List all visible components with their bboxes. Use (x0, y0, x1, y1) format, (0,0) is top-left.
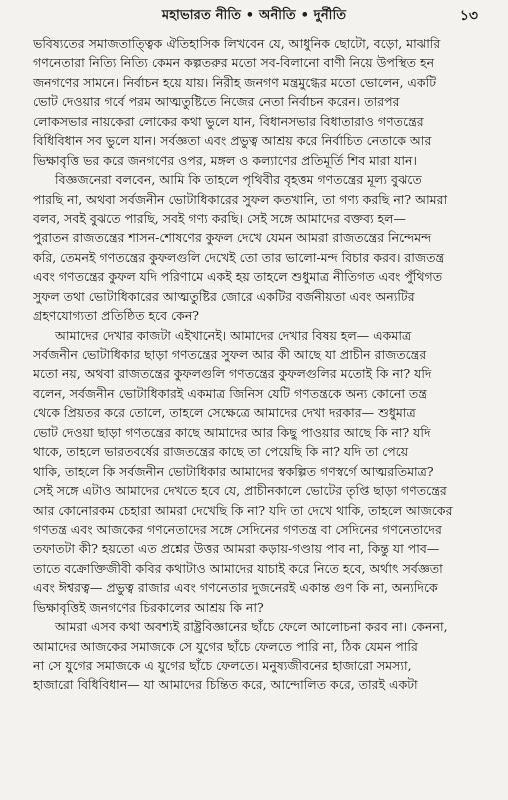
text-line: এবং ঈশ্বরত্ব— প্রভুত্ব রাজার এবং গণনেতার দুজনেরই একান্ত গুণ কি না, অন্যদিকে (33, 580, 438, 596)
text-line: আমাদের দেখার কাজটা এইখানেই। আমাদের দেখার বিষয় হল— একমাত্র (55, 327, 412, 343)
text-line: ভোট দেওয়া ছাড়া গণতন্ত্রের কাছে আমাদের আর কিছু পাওয়ার আছে কি না? যদি (33, 424, 431, 440)
text-line: সর্বজনীন ভোটাধিকার ছাড়া গণতন্ত্রের সুফল আর কী আছে যা প্রাচীন রাজতন্ত্রের (33, 347, 427, 362)
text-line: জনগণের সামনে। নির্বাচন হয়ে যায়। নিরীহ জনগণ মন্ত্রমুগ্ধের মতো ভোলেন, একটি (33, 74, 437, 90)
text-line: মতো নয়, অথবা রাজতন্ত্রের কুফলগুলি গণতন্ত্রের কুফলগুলির মতোই কি না? যদি (33, 366, 432, 382)
text-line: গ্রহণযোগ্যতা প্রতিষ্ঠিত হবে কেন? (33, 308, 199, 324)
text-line: থাকি, তাহলে কি সর্বজনীন ভোটাধিকার আমাদের স্বকল্পিত গণস্বর্গে আত্মরতিমাত্র? (33, 463, 434, 479)
text-line: ভোট দেওয়ার গর্বে পরম আত্মতুষ্টিতে নিজের নেতা নির্বাচন করেন। তারপর (33, 94, 400, 110)
text-line: বিজ্ঞজনেরা বলবেন, আমি কি তাহলে পৃথিবীর বৃহত্তম গণতন্ত্রের মূল্য বুঝতে (55, 172, 422, 188)
text-line: পারছি না, অথবা সর্বজনীন ভোটাধিকারের সুফল কতখানি, তা গণ্য করছি না? আমরা (33, 191, 448, 207)
text-line: আমরা এসব কথা অবশ্যই রাষ্ট্রবিজ্ঞানের ছাঁচে ফেলে আলোচনা করব না। কেননা, (55, 619, 448, 635)
text-line: হাজারো বিধিবিধান— যা আমাদের চিন্তিত করে, আন্দোলিত করে, তারই একটা (33, 677, 418, 693)
page-header (0, 6, 508, 30)
text-line: করি, তেমনই গণতন্ত্রের কুফলগুলি দেখেই তো তার ভালো-মন্দ বিচার করব। রাজতন্ত্র (33, 249, 445, 265)
text-line: সেই সঙ্গে এটাও আমাদের দেখতে হবে যে, প্রাচীনকালে ভোটের তৃপ্তি ছাড়া গণতন্ত্রের (33, 483, 447, 499)
text-line: তফাতটা কী? হয়তো এত প্রশ্নের উত্তর আমরা কড়ায়-গণ্ডায় পাব না, কিন্তু যা পাব— (33, 541, 440, 557)
paragraph (33, 34, 479, 170)
text-line: ভিক্ষাবৃত্তিই জনগণের চিরকালের আশ্রয় কি না? (33, 599, 264, 615)
text-line: গণনেতারা নিত্যি নিত্যি কেমন কল্পতরুর মতো সব-বিলানো বাণী নিয়ে উপস্থিত হন (33, 55, 435, 71)
text-line: লোকসভার নায়কেরা লোকের কথা ভুলে যান, বিধানসভার বিধাতারাও গণতন্ত্রের (33, 113, 424, 129)
paragraph (33, 170, 479, 326)
running-head: মহাভারত নীতি • অনীতি • দুর্নীতি (161, 8, 347, 23)
text-line: গণতন্ত্র এবং আজকের গণনেতাদের সঙ্গে সেদিনের গণতন্ত্র বা সেদিনের গণনেতাদের (33, 521, 442, 537)
text-line: না সে যুগের সমাজকে এ যুগের ছাঁচে ফেলতে। মনুষ্যজীবনের হাজারো সমস্যা, (33, 658, 412, 673)
text-line: বলব, সবই বুঝতে পারছি, সবই গণ্য করছি। সেই সঙ্গে আমাদের বক্তব্য হল— (33, 210, 406, 226)
text-line: থেকে প্রিয়তর করে তোলে, তাহলে সেক্ষেত্রে আমাদের দেখা দরকার— শুধুমাত্র (33, 405, 416, 421)
text-line: আমাদের আজকের সমাজকে সে যুগের ছাঁচে ফেলতে পারি না, ঠিক যেমন পারি (33, 638, 418, 654)
page-body (33, 34, 479, 695)
text-line: ভবিষ্যতের সমাজতাত্ত্বিক ঐতিহাসিক লিখবেন যে, আধুনিক ছোটো, বড়ো, মাঝারি (33, 36, 441, 51)
text-line: সুফল তথা ভোটাধিকারের আত্মতুষ্টির জোরে একটির বর্জনীয়তা এবং অন্যটির (33, 288, 415, 304)
text-line: থাকে, তাহলে ভারতবর্ষের রাজতন্ত্রের কাছে তা পেয়েছি কি না? যদি তা পেয়ে (33, 444, 409, 460)
text-line: আর কোনোরকম চেহারা আমরা দেখেছি কি না? যদি তা দেখে থাকি, তাহলে আজকের (33, 502, 453, 518)
paragraph (33, 617, 479, 695)
text-line: পুরাতন রাজতন্ত্রের শাসন-শোষণের কুফল দেখে যেমন আমরা রাজতন্ত্রের নিন্দেমন্দ (33, 230, 432, 246)
text-line: ভিক্ষাবৃত্তি ভর করে জনগণের ওপর, মঙ্গল ও কল্যাণের প্রতিমূর্তি শিব মারা যান। (33, 152, 417, 168)
page-number: ১৩ (459, 8, 478, 24)
text-line: এবং গণতন্ত্রের কুফল যদি পরিণামে একই হয় তাহলে শুধুমাত্র নীতিগত এবং পুঁথিগত (33, 269, 443, 285)
paragraph (33, 326, 479, 618)
text-line: বলেন, সর্বজনীন ভোটাধিকারই একমাত্র জিনিস যেটি গণতন্ত্রকে অন্য কোনো তন্ত্র (33, 385, 427, 401)
text-line: তাতে বক্রোক্তিজীবী কবির কথাটাও আমাদের যাচাই করে নিতে হবে, অর্থাৎ সর্বজ্ঞতা (33, 560, 443, 576)
text-line: বিধিবিধান সব ভুলে যান। সর্বজ্ঞতা এবং প্রভুত্ব আশ্রয় করে নির্বাচিত নেতাকে আর (33, 133, 432, 149)
